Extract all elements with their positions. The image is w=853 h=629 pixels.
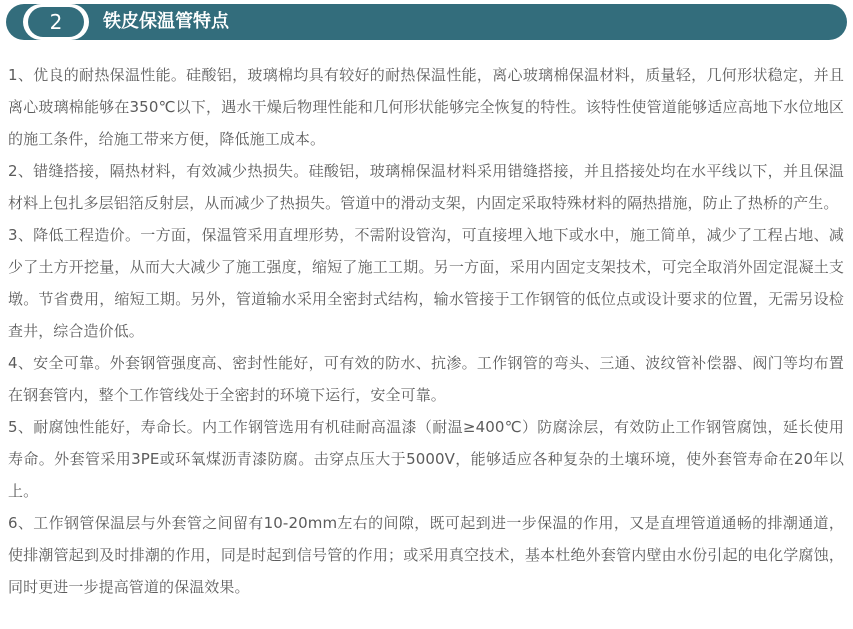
article-body (8, 59, 844, 603)
paragraph-5: 5、耐腐蚀性能好，寿命长。内工作钢管选用有机硅耐高温漆（耐温≥400℃）防腐涂层，有效防止工作钢管腐蚀，延长使用寿命。外套管采用3PE或环氧煤沥青漆防腐。击穿点压大于5000V，能够适应各种复杂的土壤环境，使外套管寿命在20年以上。 (8, 418, 844, 500)
paragraph-1: 1、优良的耐热保温性能。硅酸铝，玻璃棉均具有较好的耐热保温性能，离心玻璃棉保温材料，质量轻，几何形状稳定，并且离心玻璃棉能够在350℃以下，遇水干燥后物理性能和几何形状能够完全恢复的特性。该特性使管道能够适应高地下水位地区的施工条件，给施工带来方便，降低施工成本。 (8, 66, 844, 148)
section-title: 铁皮保温管特点 (103, 11, 229, 32)
paragraph-2: 2、错缝搭接，隔热材料，有效减少热损失。硅酸铝，玻璃棉保温材料采用错缝搭接，并且搭接处均在水平线以下，并且保温材料上包扎多层铝箔反射层，从而减少了热损失。管道中的滑动支架，内固定采取特殊材料的隔热措施，防止了热桥的产生。 (8, 162, 844, 212)
paragraph-3: 3、降低工程造价。一方面，保温管采用直埋形势，不需附设管沟，可直接埋入地下或水中，施工简单，减少了工程占地、减少了土方开挖量，从而大大减少了施工强度，缩短了施工工期。另一方面，采用内固定支架技术，可完全取消外固定混凝土支墩。节省费用，缩短工期。另外，管道输水采用全密封式结构，输水管接于工作钢管的低位点或设计要求的位置，无需另设检查井，综合造价低。 (8, 226, 844, 340)
section-header (6, 4, 847, 40)
paragraph-6: 6、工作钢管保温层与外套管之间留有10-20mm左右的间隙，既可起到进一步保温的作用，又是直埋管道通畅的排潮通道，使排潮管起到及时排潮的作用，同是时起到信号管的作用；或采用真空技术，基本杜绝外套管内壁由水份引起的电化学腐蚀，同时更进一步提高管道的保温效果。 (8, 514, 844, 596)
section-number-badge (23, 4, 89, 40)
section-number: 2 (28, 7, 84, 37)
paragraph-4: 4、安全可靠。外套钢管强度高、密封性能好，可有效的防水、抗渗。工作钢管的弯头、三通、波纹管补偿器、阀门等均布置在钢套管内，整个工作管线处于全密封的环境下运行，安全可靠。 (8, 354, 844, 404)
